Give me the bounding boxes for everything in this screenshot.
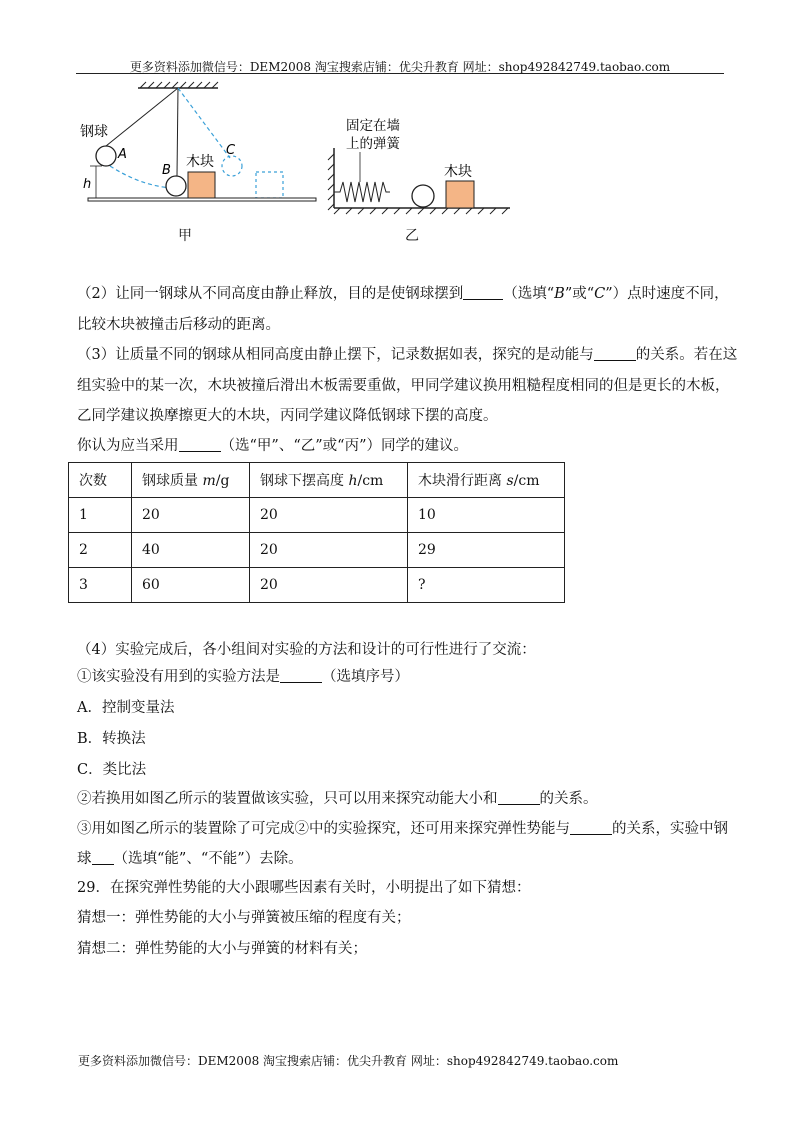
table-header-row [69, 463, 565, 498]
q3-text-d: （选“甲”、“乙”或“丙”）同学的建议。 [220, 438, 468, 454]
wood-block [446, 181, 474, 208]
pendulum-string-a [106, 88, 178, 146]
header-divider [76, 73, 724, 74]
q3-blank-1[interactable] [594, 346, 636, 361]
table-cell: 40 [132, 533, 250, 568]
data-table [68, 462, 565, 603]
steel-ball-c [222, 156, 242, 176]
q4-s1-text-b: （选填序号） [322, 669, 409, 685]
table-cell: 20 [250, 533, 408, 568]
q29-line3: 猜想二：弹性势能的大小与弹簧的材料有关； [77, 941, 367, 957]
floor-hatch [334, 208, 508, 214]
q4-statement-1 [77, 667, 409, 687]
q4-blank-2[interactable] [498, 790, 540, 805]
q4-option-a: A．控制变量法 [77, 700, 175, 716]
wood-board [88, 198, 316, 201]
steel-ball-b [166, 176, 186, 196]
spring-label-line1: 固定在墙 [346, 118, 400, 134]
ball-label: 钢球 [80, 124, 108, 140]
q3-line1 [77, 345, 737, 365]
pendulum-string-c [178, 88, 230, 158]
steel-ball [412, 185, 434, 207]
table-row [69, 533, 565, 568]
figure-jia-caption: 甲 [178, 228, 192, 244]
q4-statement-3 [77, 819, 728, 839]
q4-intro: （4）实验完成后，各小组间对实验的方法和设计的可行性进行了交流： [77, 642, 536, 658]
pendulum-string-b [177, 88, 178, 176]
q2-text-c: ”或“ [564, 286, 595, 302]
table-cell: 2 [69, 533, 132, 568]
table-cell: ? [408, 568, 565, 603]
q2-option-c: C [594, 286, 606, 302]
q3-blank-2[interactable] [179, 437, 221, 452]
moved-block-outline [256, 172, 283, 198]
q2-blank[interactable] [463, 285, 503, 300]
q3-text-a: （3）让质量不同的钢球从相同高度由静止摆下，记录数据如表，探究的是动能与 [77, 347, 594, 363]
q2-option-b: B [554, 286, 565, 302]
table-header-cell: 钢球质量 m/g [132, 463, 250, 498]
q3-line2: 组实验中的某一次，木块被撞后滑出木板需要重做，甲同学建议换用粗糙程度相同的但是更长的木板， [77, 378, 730, 394]
point-a-label: A [118, 147, 127, 162]
q3-line3: 乙同学建议换摩擦更大的木块，丙同学建议降低钢球下摆的高度。 [77, 408, 498, 424]
q2-line1 [77, 284, 729, 304]
table-cell: 10 [408, 498, 565, 533]
q2-text-d: ”）点时速度不同， [605, 286, 729, 302]
ceiling-hatch [138, 82, 218, 88]
table-cell: 3 [69, 568, 132, 603]
q4-blank-3[interactable] [570, 820, 612, 835]
q4-option-b: B．转换法 [77, 731, 146, 747]
figure-yi-caption: 乙 [405, 228, 419, 244]
q3-line4 [77, 436, 468, 456]
table-row [69, 568, 565, 603]
q29-line1: 29．在探究弹性势能的大小跟哪些因素有关时，小明提出了如下猜想： [77, 880, 531, 896]
table-cell: 29 [408, 533, 565, 568]
height-label: h [83, 177, 92, 192]
table-cell: 60 [132, 568, 250, 603]
page-header: 更多资料添加微信号：DEM2008 淘宝搜索店铺：优尖升教育 网址：shop492842749.taobao.com [129, 60, 671, 74]
q4-blank-1[interactable] [280, 668, 322, 683]
page-footer: 更多资料添加微信号：DEM2008 淘宝搜索店铺：优尖升教育 网址：shop492842749.taobao.com [78, 1054, 619, 1068]
steel-ball-a [96, 146, 116, 166]
table-header-cell: 木块滑行距离 s/cm [408, 463, 565, 498]
block-label: 木块 [444, 164, 472, 180]
block-label: 木块 [186, 154, 214, 170]
q3-text-b: 的关系。若在这 [635, 347, 738, 363]
q4-s3-text-c: 球 [77, 851, 92, 867]
q4-option-c: C．类比法 [77, 762, 147, 778]
q29-line2: 猜想一：弹性势能的大小与弹簧被压缩的程度有关； [77, 910, 411, 926]
q4-statement-3-cont [77, 849, 303, 869]
table-cell: 20 [132, 498, 250, 533]
q4-blank-4[interactable] [92, 850, 114, 865]
q4-s3-text-d: （选填“能”、“不能”）去除。 [113, 851, 303, 867]
table-cell: 20 [250, 568, 408, 603]
spring [334, 182, 390, 202]
wood-block [188, 172, 215, 198]
q4-s1-text-a: ①该实验没有用到的实验方法是 [77, 669, 280, 685]
table-cell: 1 [69, 498, 132, 533]
table-row [69, 498, 565, 533]
q4-s3-text-a: ③用如图乙所示的装置除了可完成②中的实验探究，还可用来探究弹性势能与 [77, 821, 570, 837]
table-cell: 20 [250, 498, 408, 533]
q3-text-c: 你认为应当采用 [77, 438, 179, 454]
wall-hatch [328, 154, 334, 210]
spring-label-line2: 上的弹簧 [346, 136, 400, 152]
q4-s2-text-b: 的关系。 [539, 791, 598, 807]
q4-s3-text-b: 的关系，实验中钢 [612, 821, 728, 837]
point-b-label: B [162, 163, 171, 178]
q2-line2: 比较木块被撞击后移动的距离。 [77, 317, 280, 333]
figure-yi [320, 110, 520, 220]
table-header-cell: 钢球下摆高度 h/cm [250, 463, 408, 498]
q2-text-a: （2）让同一钢球从不同高度由静止释放，目的是使钢球摆到 [77, 286, 464, 302]
q4-s2-text-a: ②若换用如图乙所示的装置做该实验，只可以用来探究动能大小和 [77, 791, 498, 807]
figure-jia [70, 80, 330, 210]
q2-text-b: （选填“ [503, 286, 555, 302]
q4-statement-2 [77, 789, 598, 809]
table-header-cell: 次数 [69, 463, 132, 498]
point-c-label: C [226, 143, 236, 158]
